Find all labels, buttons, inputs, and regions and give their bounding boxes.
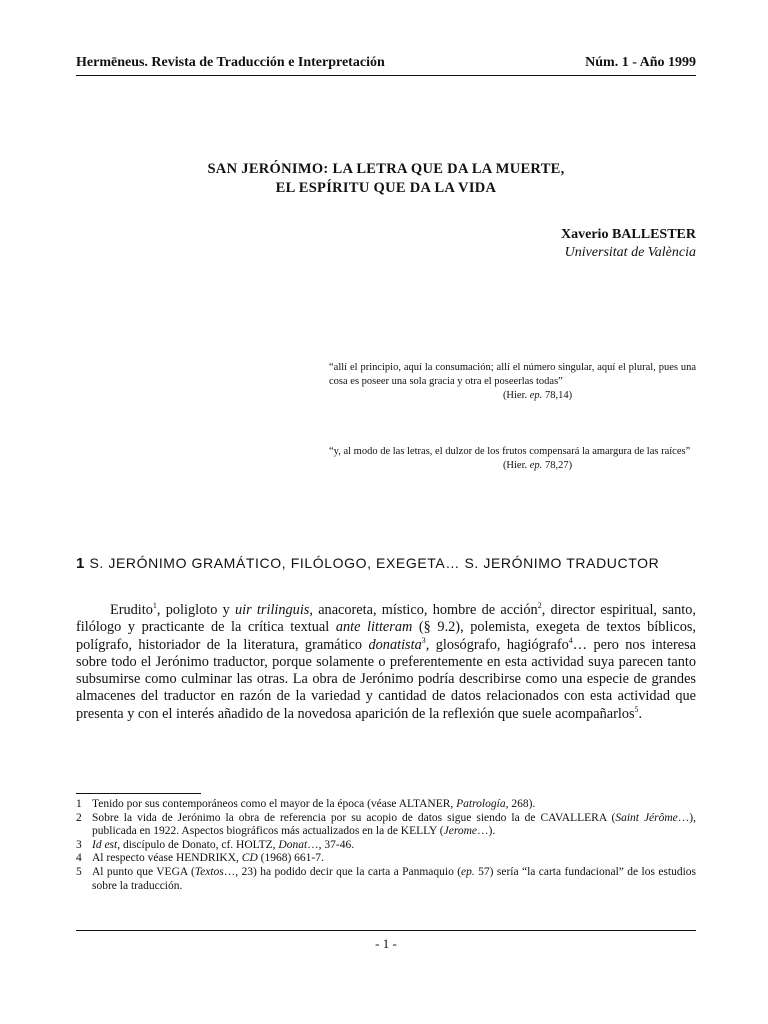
footnote: 2 Sobre la vida de Jerónimo la obra de referencia por su acopio de datos sigue siendo la de CAVALLERA (Saint Jérôme…), publicada en 1922. Aspectos biográficos más actualizados en la de KELLY (Jerome…). [76,811,697,838]
section-heading [76,555,696,572]
running-header [76,55,696,75]
epigraph-text: “y, al modo de las letras, el dulzor de los frutos compensará la amargura de las raíces” [329,446,691,457]
footnote-ref[interactable]: 2 [537,601,542,611]
footnote: 4 Al respecto véase HENDRIKX, CD (1968) 661-7. [76,852,324,865]
footnote-ref[interactable]: 3 [421,635,426,645]
epigraph-2 [329,445,696,473]
author-name [561,226,696,244]
title-line-2: EL ESPÍRITU QUE DA LA VIDA [275,180,497,196]
footer-rule [76,930,696,931]
footnotes [76,798,696,893]
author-affiliation: Universitat de València [564,245,696,260]
footnote: 5 Al punto que VEGA (Textos…, 23) ha podido decir que la carta a Panmaquio (ep. 57) sería “la carta fundacional” de los estudios sobre la traducción. [76,865,697,892]
page-number: - 1 - [375,936,397,951]
footnote-ref[interactable]: 4 [568,635,573,645]
footnote-ref[interactable]: 1 [152,601,157,611]
epigraph-1 [329,361,696,403]
issue-label: Núm. 1 - Año 1999 [585,55,696,70]
footnote-separator [76,793,201,794]
article-title [76,160,696,198]
header-rule [76,75,696,76]
epigraph-text: “allí el principio, aquí la consumación; allí el número singular, aquí el plural, pues una cosa es poseer una sola gracia y otra el poseerlas todas” [329,362,696,387]
author-block [561,226,696,262]
section-title: S. JERÓNIMO GRAMÁTICO, FILÓLOGO, EXEGETA… S. JERÓNIMO TRADUCTOR [89,555,660,571]
body-paragraph: Erudito$^1$, poligloto y uir trilinguis, anacoreta, místico, hombre de acción$^2$, director espiritual, santo, filólogo y practicante de la crítica textual ante litteram (§ 9.2), polemista, exegeta de textos bíblicos, polígrafo, historiador de la literatura, gramático donatista$^3$, glosógrafo, hagiógrafo$^4$… pero nos interesa sobre todo el Jerónimo traductor, porque solamente o preferentemente en esta actividad suya parecen tanto subsumirse como culminar las otras. La obra de Jerónimo podría describirse como una especie de grandes almacenes del traductor en razón de la variedad y cantidad de datos relacionados con esta actividad que presenta y con el interés añadido de la novedosa aparición de la reflexión que suele acompañarlos$^5$. [76,601,696,722]
author-first-name: Xaverio [561,227,609,242]
journal-title: Hermēneus. Revista de Traducción e Interpretación [76,55,385,70]
author-last-name: BALLESTER [611,227,696,242]
epigraph-citation: (Hier. ep. 78,14) [502,390,573,401]
footnote-ref[interactable]: 5 [634,705,639,715]
footnote: 3 Id est, discípulo de Donato, cf. HOLTZ, Donat…, 37-46. [76,838,355,851]
epigraph-citation: (Hier. ep. 78,27) [502,460,573,471]
section-number: 1 [76,555,85,572]
footnote: 1 Tenido por sus contemporáneos como el mayor de la época (véase ALTANER, Patrología, 268). [76,798,536,810]
title-line-1: SAN JERÓNIMO: LA LETRA QUE DA LA MUERTE, [207,161,565,177]
